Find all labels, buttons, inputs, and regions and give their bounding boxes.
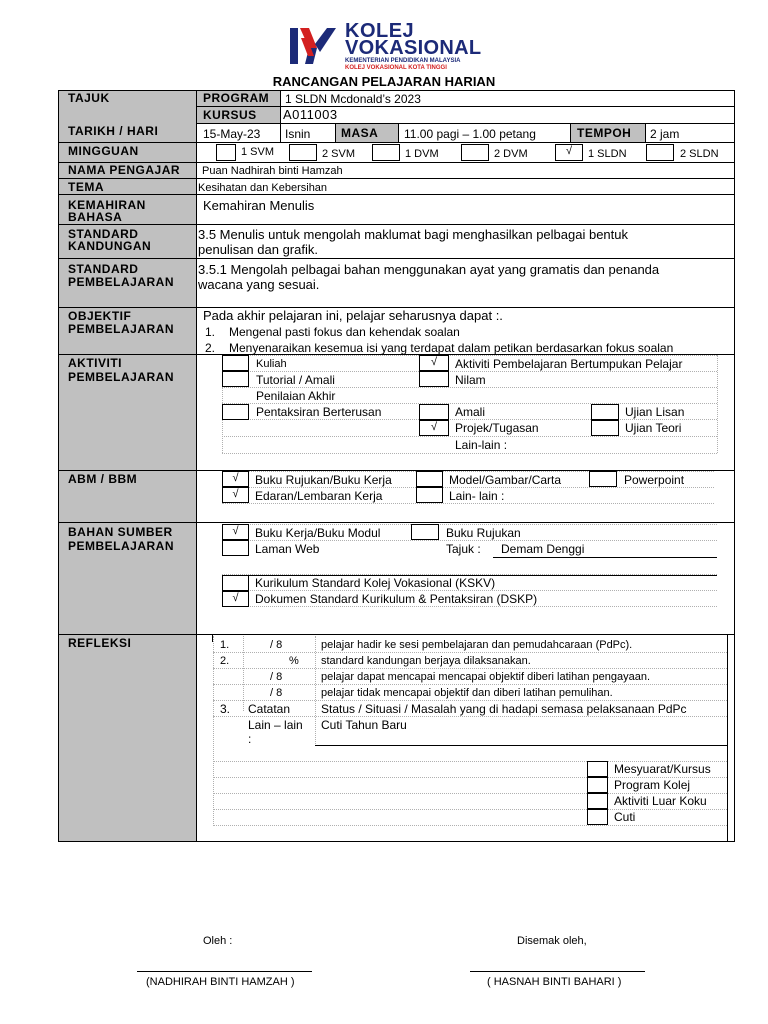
standard-pembelajaran-label-1: STANDARD	[68, 262, 139, 276]
laman-web-checkbox[interactable]	[222, 540, 249, 556]
powerpoint-label: Powerpoint	[624, 473, 685, 487]
dvm2-checkbox[interactable]	[461, 144, 489, 161]
catatan-text: Status / Situasi / Masalah yang di hadapi semasa pelaksanaan PdPc	[321, 702, 687, 716]
hari-value: Isnin	[285, 127, 311, 141]
kv-logo-icon	[287, 24, 339, 68]
dvm2-label: 2 DVM	[494, 148, 528, 160]
abm-lain-checkbox[interactable]	[416, 487, 443, 503]
bahan-buku-rujukan-label: Buku Rujukan	[446, 526, 521, 540]
objektif-2: Menyenaraikan kesemua isi yang terdapat dalam petikan berdasarkan fokus soalan	[229, 341, 674, 355]
tutorial-label: Tutorial / Amali	[256, 373, 335, 387]
mesyuarat-label: Mesyuarat/Kursus	[614, 762, 711, 776]
program-kolej-checkbox[interactable]	[587, 777, 608, 793]
tempoh-label: TEMPOH	[577, 126, 632, 140]
ujian-lisan-label: Ujian Lisan	[625, 405, 685, 419]
refleksi-5-number: 3.	[220, 702, 231, 716]
buku-kerja-modul-checkbox[interactable]: √	[222, 524, 249, 540]
disemak-label: Disemak oleh,	[517, 935, 587, 947]
projek-label: Projek/Tugasan	[455, 421, 539, 435]
buku-kerja-modul-label: Buku Kerja/Buku Modul	[255, 526, 381, 540]
signature-name-left: (NADHIRAH BINTI HAMZAH )	[146, 976, 295, 988]
signature-name-right: ( HASNAH BINTI BAHARI )	[487, 976, 622, 988]
edaran-checkbox[interactable]: √	[222, 487, 249, 503]
tajuk-label: TAJUK	[68, 91, 110, 105]
projek-checkbox[interactable]: √	[419, 420, 449, 436]
refleksi-1-value: / 8	[270, 639, 283, 651]
sldn1-checkbox[interactable]: √	[555, 144, 583, 161]
logo-text-ministry: KEMENTERIAN PENDIDIKAN MALAYSIA	[345, 58, 461, 64]
refleksi-lain-value: Cuti Tahun Baru	[321, 718, 407, 732]
amali-label: Amali	[455, 405, 486, 419]
nilam-checkbox[interactable]	[419, 371, 449, 387]
logo-text-college-name: KOLEJ VOKASIONAL KOTA TINGGI	[345, 65, 447, 71]
apbp-label: Aktiviti Pembelajaran Bertumpukan Pelajar	[455, 357, 683, 371]
dskp-label: Dokumen Standard Kurikulum & Pentaksiran (DSKP)	[255, 592, 538, 606]
tutorial-checkbox[interactable]	[222, 371, 249, 387]
bahan-buku-rujukan-checkbox[interactable]	[411, 524, 439, 540]
svm1-checkbox[interactable]	[216, 144, 236, 161]
edaran-label: Edaran/Lembaran Kerja	[255, 489, 383, 503]
college-logo	[287, 22, 499, 72]
kemahiran-bahasa-label-1: KEMAHIRAN	[68, 198, 146, 212]
signature-line-left	[137, 971, 312, 972]
refleksi-3-text: pelajar dapat mencapai mencapai objektif diberi latihan pengayaan.	[321, 671, 651, 683]
refleksi-1-text: pelajar hadir ke sesi pembelajaran dan pemudahcaraan (PdPc).	[321, 639, 633, 651]
kursus-label: KURSUS	[203, 108, 257, 122]
program-value: 1 SLDN Mcdonald’s 2023	[285, 92, 421, 106]
refleksi-lain-label-1: Lain – lain	[248, 718, 303, 732]
kuliah-checkbox[interactable]	[222, 355, 249, 371]
refleksi-4-value: / 8	[270, 687, 283, 699]
oleh-label: Oleh :	[203, 935, 233, 947]
ujian-teori-label: Ujian Teori	[625, 421, 682, 435]
buku-rujukan-kerja-label: Buku Rujukan/Buku Kerja	[255, 473, 392, 487]
tajuk-rujukan-label: Tajuk :	[446, 542, 481, 556]
program-label: PROGRAM	[203, 91, 270, 105]
refleksi-2-text: standard kandungan berjaya dilaksanakan.	[321, 655, 531, 667]
kskv-label: Kurikulum Standard Kolej Vokasional (KSKV)	[255, 576, 496, 590]
buku-rujukan-kerja-checkbox[interactable]: √	[222, 471, 249, 487]
amali-checkbox[interactable]	[419, 404, 449, 420]
ujian-lisan-checkbox[interactable]	[591, 404, 619, 420]
svm1-label: 1 SVM	[241, 146, 275, 158]
kemahiran-bahasa-label-2: BAHASA	[68, 210, 123, 224]
tarikh-value: 15-May-23	[203, 127, 261, 141]
dvm1-checkbox[interactable]	[372, 144, 400, 161]
document-title: RANCANGAN PELAJARAN HARIAN	[272, 74, 496, 89]
lain-lain-label: Lain-lain :	[455, 438, 508, 452]
nama-pengajar-value: Puan Nadhirah binti Hamzah	[202, 165, 343, 177]
sldn2-checkbox[interactable]	[646, 144, 674, 161]
refleksi-2-value: %	[289, 655, 299, 667]
signature-line-right	[470, 971, 645, 972]
masa-value: 11.00 pagi – 1.00 petang	[404, 127, 536, 141]
aktiviti-label-2: PEMBELAJARAN	[68, 370, 175, 384]
catatan-label: Catatan	[248, 702, 291, 716]
model-checkbox[interactable]	[416, 471, 443, 487]
aktiviti-label-1: AKTIVITI	[68, 356, 122, 370]
cuti-checkbox[interactable]	[587, 809, 608, 825]
objektif-intro: Pada akhir pelajaran ini, pelajar seharusnya dapat :.	[203, 308, 503, 323]
standard-pembelajaran-label-2: PEMBELAJARAN	[68, 275, 175, 289]
standard-pembelajaran-line-1: 3.5.1 Mengolah pelbagai bahan menggunakan ayat yang gramatis dan penanda	[198, 262, 660, 277]
penilaian-label: Penilaian Akhir	[256, 389, 336, 403]
tarikh-hari-label: TARIKH / HARI	[68, 124, 159, 138]
powerpoint-checkbox[interactable]	[589, 471, 617, 487]
objektif-1: Mengenal pasti fokus dan kehendak soalan	[229, 325, 460, 339]
pentaksiran-label: Pentaksiran Berterusan	[256, 405, 382, 419]
tempoh-value: 2 jam	[650, 127, 680, 141]
dskp-checkbox[interactable]: √	[222, 591, 249, 607]
kursus-value: A011003	[283, 107, 338, 122]
tema-label: TEMA	[68, 180, 104, 194]
refleksi-2-number: 2.	[220, 655, 230, 667]
svm2-checkbox[interactable]	[289, 144, 317, 161]
logo-text-kolej: KOLEJ	[345, 20, 415, 42]
mesyuarat-checkbox[interactable]	[587, 761, 608, 777]
standard-kandungan-line-2: penulisan dan grafik.	[198, 242, 318, 257]
objektif-label-2: PEMBELAJARAN	[68, 322, 175, 336]
kskv-checkbox[interactable]	[222, 575, 249, 591]
refleksi-label: REFLEKSI	[68, 636, 132, 650]
laman-web-label: Laman Web	[255, 542, 320, 556]
ujian-teori-checkbox[interactable]	[591, 420, 619, 436]
tema-value: Kesihatan dan Kebersihan	[198, 182, 328, 194]
objektif-2-number: 2.	[205, 341, 216, 355]
dvm1-label: 1 DVM	[405, 148, 439, 160]
standard-pembelajaran-line-2: wacana yang sesuai.	[198, 277, 320, 292]
refleksi-lain-label-2: :	[248, 732, 252, 746]
program-kolej-label: Program Kolej	[614, 778, 691, 792]
kemahiran-value: Kemahiran Menulis	[203, 198, 315, 213]
standard-kandungan-line-1: 3.5 Menulis untuk mengolah maklumat bagi menghasilkan pelbagai bentuk	[198, 227, 628, 242]
bahan-sumber-label-1: BAHAN SUMBER	[68, 525, 173, 539]
apbp-checkbox[interactable]: √	[419, 355, 449, 371]
objektif-label-1: OBJEKTIF	[68, 309, 132, 323]
aktiviti-luar-label: Aktiviti Luar Koku	[614, 794, 707, 808]
model-label: Model/Gambar/Carta	[449, 473, 562, 487]
tajuk-rujukan-value: Demam Denggi	[501, 542, 585, 556]
abm-lain-label: Lain- lain :	[449, 489, 505, 503]
aktiviti-luar-checkbox[interactable]	[587, 793, 608, 809]
refleksi-3-value: / 8	[270, 671, 283, 683]
refleksi-4-text: pelajar tidak mencapai objektif dan diberi latihan pemulihan.	[321, 687, 613, 699]
mingguan-label: MINGGUAN	[68, 144, 139, 158]
pentaksiran-checkbox[interactable]	[222, 404, 249, 420]
kuliah-label: Kuliah	[256, 358, 287, 370]
sldn2-label: 2 SLDN	[680, 148, 719, 160]
standard-kandungan-label-1: STANDARD	[68, 227, 139, 241]
svm2-label: 2 SVM	[322, 148, 356, 160]
standard-kandungan-label-2: KANDUNGAN	[68, 239, 152, 253]
sldn1-label: 1 SLDN	[588, 148, 627, 160]
nama-pengajar-label: NAMA PENGAJAR	[68, 163, 181, 177]
objektif-1-number: 1.	[205, 325, 216, 339]
logo-text-vokasional: VOKASIONAL	[345, 37, 482, 59]
bahan-sumber-label-2: PEMBELAJARAN	[68, 539, 175, 553]
masa-label: MASA	[341, 126, 379, 140]
nilam-label: Nilam	[455, 373, 486, 387]
cuti-label: Cuti	[614, 810, 636, 824]
refleksi-1-number: 1.	[220, 639, 230, 651]
abm-bbm-label: ABM / BBM	[68, 472, 138, 486]
